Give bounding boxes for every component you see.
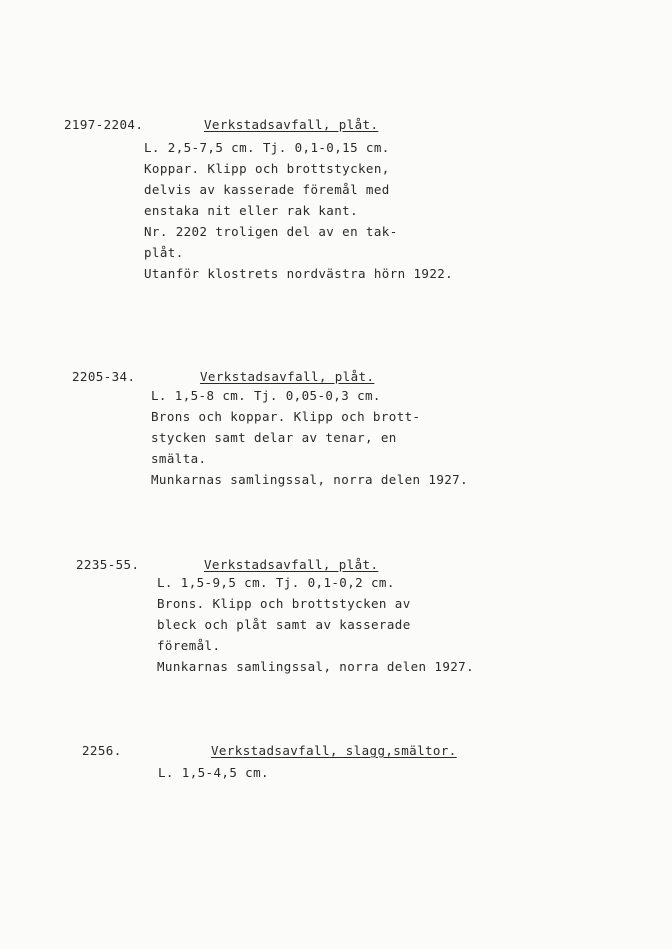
entry-line: smälta. <box>151 451 207 466</box>
entry-body <box>144 137 453 284</box>
entry-line: L. 2,5-7,5 cm. Tj. 0,1-0,15 cm. <box>144 140 390 155</box>
entry-line: Munkarnas samlingssal, norra delen 1927. <box>151 472 469 487</box>
entry-line: delvis av kasserade föremål med <box>144 182 390 197</box>
entry-title: Verkstadsavfall, plåt. <box>200 369 375 384</box>
entry-line: bleck och plåt samt av kasserade <box>157 617 411 632</box>
entry-line: L. 1,5-9,5 cm. Tj. 0,1-0,2 cm. <box>157 575 395 590</box>
entry-line: Brons och koppar. Klipp och brott- <box>151 409 421 424</box>
entry-line: Munkarnas samlingssal, norra delen 1927. <box>157 659 475 674</box>
entry-line: Koppar. Klipp och brottstycken, <box>144 161 390 176</box>
entry-title: Verkstadsavfall, slagg,smältor. <box>211 743 457 758</box>
entry-line: stycken samt delar av tenar, en <box>151 430 397 445</box>
entry-number: 2235-55. <box>76 557 140 572</box>
entry-number: 2205-34. <box>72 369 136 384</box>
entry-line: L. 1,5-4,5 cm. <box>158 765 269 780</box>
entry-line: enstaka nit eller rak kant. <box>144 203 358 218</box>
entry-title: Verkstadsavfall, plåt. <box>204 557 379 572</box>
entry-line: plåt. <box>144 245 184 260</box>
entry-body <box>151 385 468 490</box>
entry-body <box>158 762 269 783</box>
entry-number: 2256. <box>82 743 122 758</box>
entry-line: Nr. 2202 troligen del av en tak- <box>144 224 398 239</box>
entry-line: Brons. Klipp och brottstycken av <box>157 596 411 611</box>
entry-body <box>157 572 474 677</box>
entry-line: föremål. <box>157 638 221 653</box>
entry-number: 2197-2204. <box>64 117 144 132</box>
entry-title: Verkstadsavfall, plåt. <box>204 117 379 132</box>
entry-line: Utanför klostrets nordvästra hörn 1922. <box>144 266 454 281</box>
entry-line: L. 1,5-8 cm. Tj. 0,05-0,3 cm. <box>151 388 381 403</box>
